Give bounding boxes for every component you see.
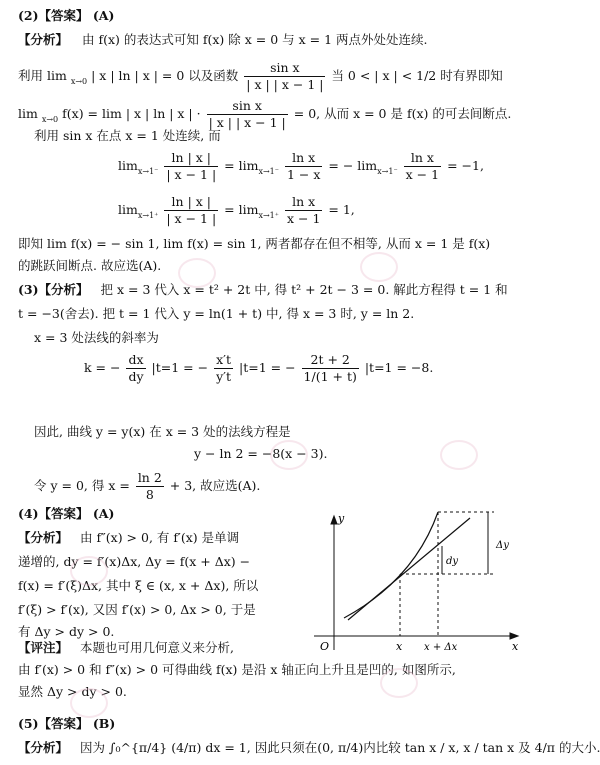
section4-comment3: 显然 Δy > dy > 0. <box>18 684 127 699</box>
fraction <box>207 98 288 131</box>
condition-text: 当 0 < | x | < 1/2 时有界即知 <box>331 68 503 83</box>
evaluation: |t=1 = −8. <box>364 360 434 375</box>
conclusion-text: = 0, 从而 x = 0 是 f(x) 的可去间断点. <box>293 106 512 121</box>
fraction-den: dy <box>128 369 144 384</box>
comment-label: 【评注】 <box>18 640 69 655</box>
section4-header: (4)【答案】 (A) <box>18 506 115 521</box>
section4-line4: f′(ξ) > f′(x), 又因 f′(x) > 0, Δx > 0, 于是 <box>18 602 256 617</box>
fraction-num: ln x <box>285 150 322 167</box>
x-solution-text: 令 y = 0, 得 x = <box>34 478 130 493</box>
analysis-label: 【分析】 <box>18 530 69 545</box>
analysis-text: 因为 ∫₀^{π/4} (4/π) dx = 1, 因此只须在(0, π/4)内比较 tan x / x, x / tan x 及 4/π 的大小. <box>80 740 600 755</box>
lim-subscript: x→0 <box>41 115 59 124</box>
fraction <box>244 60 325 93</box>
fraction-den: | x | | x − 1 | <box>246 77 324 92</box>
fraction <box>136 470 164 503</box>
section5-line1 <box>18 740 600 756</box>
evaluation: |t=1 = − <box>238 360 296 375</box>
section2-line6: 的跳跃间断点. 故应选(A). <box>18 258 162 273</box>
lim-label: lim <box>118 158 138 173</box>
section3-header: (3)【分析】 <box>18 282 89 297</box>
x-axis-label: x <box>512 640 519 653</box>
evaluation: |t=1 = − <box>151 360 209 375</box>
section3-line2: t = −3(舍去). 把 t = 1 代入 y = ln(1 + t) 中, 得 x = 3 时, y = ln 2. <box>18 306 415 321</box>
concave-curve-figure <box>304 510 528 660</box>
watermark-logo <box>440 440 478 470</box>
lim-expression: f(x) = lim | x | ln | x | · <box>62 106 201 121</box>
fraction-den: | x − 1 | <box>166 167 217 182</box>
fraction <box>214 352 233 385</box>
limit-equation-1 <box>118 150 484 183</box>
fraction-den: 8 <box>145 487 154 502</box>
analysis-label: 【分析】 <box>18 32 69 47</box>
section2-line2 <box>18 60 503 93</box>
dy-label: dy <box>446 556 459 567</box>
x-axis-arrow <box>510 633 518 639</box>
section2-line5: 即知 lim f(x) = − sin 1, lim f(x) = sin 1, 两者都存在但不相等, 从而 x = 1 是 f(x) <box>18 236 491 251</box>
lim-subscript: x→1⁺ <box>258 211 279 220</box>
lim-text: lim <box>18 106 38 121</box>
section3-header-line <box>18 282 508 298</box>
fraction-den: y′t <box>216 369 231 384</box>
tick-x-label: x <box>396 640 403 653</box>
fraction <box>126 352 145 385</box>
fraction-num: ln | x | <box>164 194 218 211</box>
y-axis-arrow <box>331 516 337 524</box>
result: = −1, <box>447 158 484 173</box>
equals: = lim <box>224 202 259 217</box>
section5-header: (5)【答案】 (B) <box>18 716 116 731</box>
lim-label: lim <box>118 202 138 217</box>
tangent-line <box>348 518 470 620</box>
fraction-num: 2t + 2 <box>302 352 359 369</box>
fraction-num: x′t <box>214 352 233 369</box>
fraction <box>285 150 322 183</box>
section3-line4: 因此, 曲线 y = y(x) 在 x = 3 处的法线方程是 <box>34 424 291 439</box>
fraction-den: x − 1 <box>405 167 440 182</box>
section2-line3 <box>18 98 511 131</box>
analysis-text: 由 f(x) 的表达式可知 f(x) 除 x = 0 与 x = 1 两点外处处连续. <box>82 32 428 47</box>
section3-text: 把 x = 3 代入 x = t² + 2t 中, 得 t² + 2t − 3 = 0. 解此方程得 t = 1 和 <box>100 282 508 297</box>
fraction-den: x − 1 <box>286 211 321 226</box>
comment-text: 本题也可用几何意义来分析, <box>80 640 234 655</box>
equals: = − lim <box>328 158 378 173</box>
fraction-num: sin x <box>207 98 288 115</box>
fraction-den: | x − 1 | <box>166 211 217 226</box>
section2-header: (2)【答案】 (A) <box>18 8 115 23</box>
result: = 1, <box>328 202 355 217</box>
lim-subscript: x→1⁻ <box>258 167 279 176</box>
y-axis-label: y <box>338 512 345 525</box>
lim-expression: | x | ln | x | = 0 以及函数 <box>91 68 239 83</box>
watermark-logo <box>360 252 398 282</box>
section3-line3: x = 3 处法线的斜率为 <box>34 330 159 345</box>
fraction-num: dx <box>126 352 145 369</box>
fraction <box>164 150 218 183</box>
answer-text: + 3, 故应选(A). <box>169 478 261 493</box>
section4-line2: 递增的, dy = f′(x)Δx, Δy = f(x + Δx) − <box>18 554 251 569</box>
lim-subscript: x→0 <box>70 77 88 86</box>
section4-line1 <box>18 530 239 546</box>
slope-equation <box>84 352 433 385</box>
equals: = lim <box>224 158 259 173</box>
fraction-den: | x | | x − 1 | <box>208 115 286 130</box>
fraction-num: sin x <box>244 60 325 77</box>
fraction <box>285 194 322 227</box>
tick-x-dx-label: x + Δx <box>424 642 458 653</box>
fraction-num: ln | x | <box>164 150 218 167</box>
fraction <box>302 352 359 385</box>
origin-label: O <box>320 640 330 653</box>
fraction-num: ln x <box>404 150 441 167</box>
section3-line6 <box>34 470 260 503</box>
lim-text: 利用 lim <box>18 68 67 83</box>
section4-comment1 <box>18 640 234 656</box>
delta-y-label: Δy <box>496 540 509 551</box>
limit-equation-2 <box>118 194 355 227</box>
fraction-num: ln x <box>285 194 322 211</box>
analysis-text: 由 f″(x) > 0, 有 f′(x) 是单调 <box>80 530 240 545</box>
fraction <box>164 194 218 227</box>
lim-subscript: x→1⁻ <box>137 167 159 176</box>
fraction-den: 1/(1 + t) <box>303 369 357 384</box>
lim-subscript: x→1⁻ <box>377 167 398 176</box>
section2-line4: 利用 sin x 在点 x = 1 处连续, 而 <box>34 128 221 143</box>
fraction <box>404 150 441 183</box>
slope-label: k = − <box>84 360 121 375</box>
fraction-num: ln 2 <box>137 470 162 485</box>
lim-subscript: x→1⁺ <box>137 211 159 220</box>
section2-line1 <box>18 32 427 48</box>
section4-comment2: 由 f′(x) > 0 和 f″(x) > 0 可得曲线 f(x) 是沿 x 轴正向上升且是凹的, 如图所示, <box>18 662 456 677</box>
section4-line3: f(x) = f′(ξ)Δx, 其中 ξ ∈ (x, x + Δx), 所以 <box>18 578 259 593</box>
section3-line5: y − ln 2 = −8(x − 3). <box>194 446 328 461</box>
section4-line5: 有 Δy > dy > 0. <box>18 624 115 639</box>
fraction-den: 1 − x <box>286 167 321 182</box>
analysis-label: 【分析】 <box>18 740 69 755</box>
curve <box>344 512 438 618</box>
